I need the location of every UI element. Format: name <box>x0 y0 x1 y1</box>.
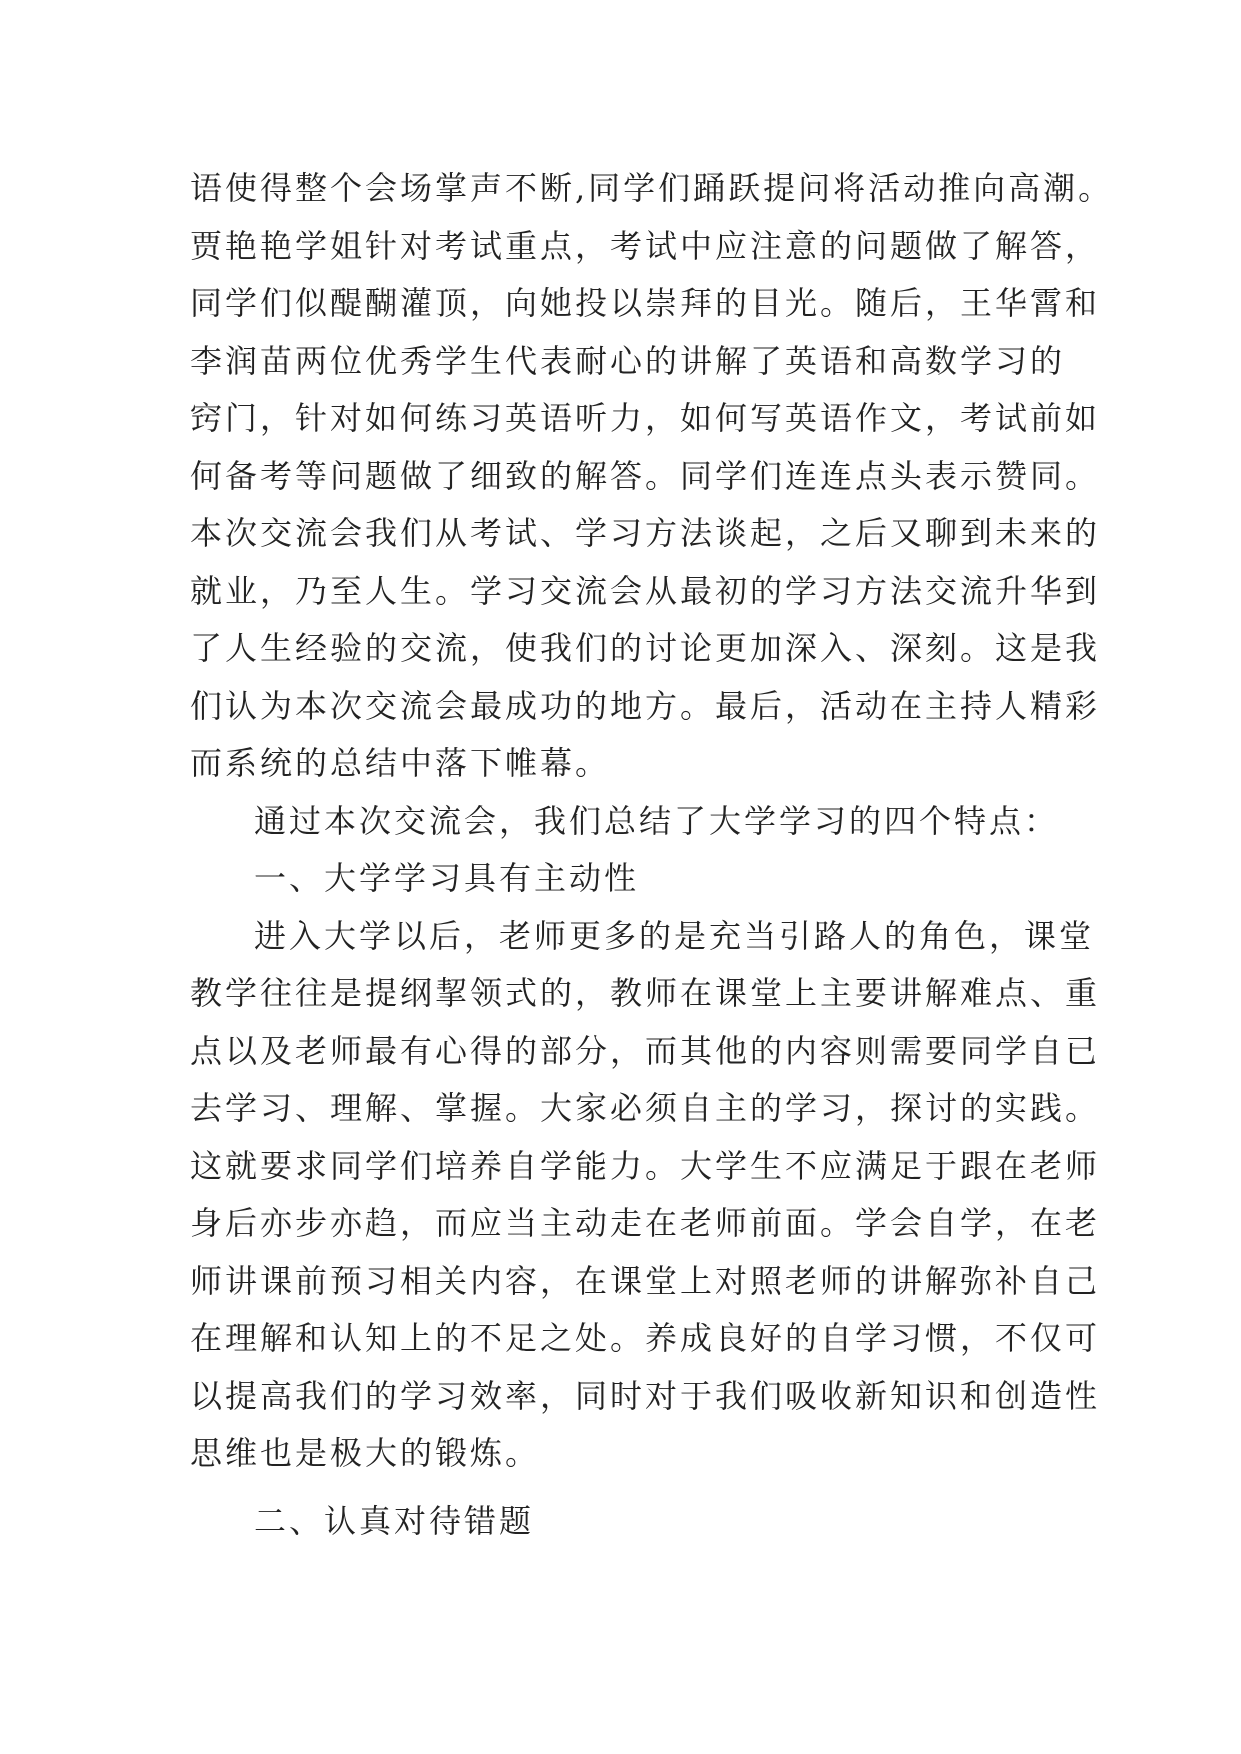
body-text <box>190 160 1114 1550</box>
text-line: 而系统的总结中落下帷幕。 <box>190 744 611 782</box>
text-line: 去学习、理解、掌握。大家必须自主的学习，探讨的实践。 <box>190 1089 1101 1127</box>
text-line: 窍门，针对如何练习英语听力，如何写英语作文，考试前如 <box>190 399 1101 437</box>
text-line: 在理解和认知上的不足之处。养成良好的自学习惯，不仅可 <box>190 1319 1101 1357</box>
text-line: 师讲课前预习相关内容，在课堂上对照老师的讲解弥补自己 <box>190 1261 1101 1300</box>
text-line: 这就要求同学们培养自学能力。大学生不应满足于跟在老师 <box>190 1146 1101 1185</box>
text-line: 语使得整个会场掌声不断,同学们踊跃提问将活动推向高潮。 <box>190 169 1114 207</box>
text-line: 贾艳艳学姐针对考试重点，考试中应注意的问题做了解答， <box>190 226 1101 265</box>
text-line: 身后亦步亦趋，而应当主动走在老师前面。学会自学，在老 <box>190 1204 1101 1242</box>
text-line: 同学们似醍醐灌顶，向她投以崇拜的目光。随后，王华霄和 <box>190 284 1101 322</box>
text-line: 本次交流会我们从考试、学习方法谈起，之后又聊到未来的 <box>190 514 1101 552</box>
section-heading-1: 一、大学学习具有主动性 <box>254 859 640 897</box>
paragraph-gap <box>190 1483 1090 1493</box>
text-line: 们认为本次交流会最成功的地方。最后，活动在主持人精彩 <box>190 686 1101 725</box>
paragraph-intro-line: 通过本次交流会，我们总结了大学学习的四个特点： <box>254 801 1060 840</box>
text-line: 了人生经验的交流，使我们的讨论更加深入、深刻。这是我 <box>190 629 1101 667</box>
text-line: 以提高我们的学习效率，同时对于我们吸收新知识和创造性 <box>190 1376 1101 1415</box>
text-line: 点以及老师最有心得的部分，而其他的内容则需要同学自已 <box>190 1031 1101 1070</box>
section-heading-2: 二、认真对待错题 <box>254 1501 535 1540</box>
text-line: 就业，乃至人生。学习交流会从最初的学习方法交流升华到 <box>190 571 1101 610</box>
text-line: 进入大学以后，老师更多的是充当引路人的角色，课堂 <box>254 916 1095 955</box>
text-line: 何备考等问题做了细致的解答。同学们连连点头表示赞同。 <box>190 456 1101 495</box>
text-line: 思维也是极大的锻炼。 <box>190 1434 541 1472</box>
text-line: 教学往往是提纲挈领式的，教师在课堂上主要讲解难点、重 <box>190 974 1101 1012</box>
text-line: 李润苗两位优秀学生代表耐心的讲解了英语和高数学习的 <box>190 341 1066 380</box>
